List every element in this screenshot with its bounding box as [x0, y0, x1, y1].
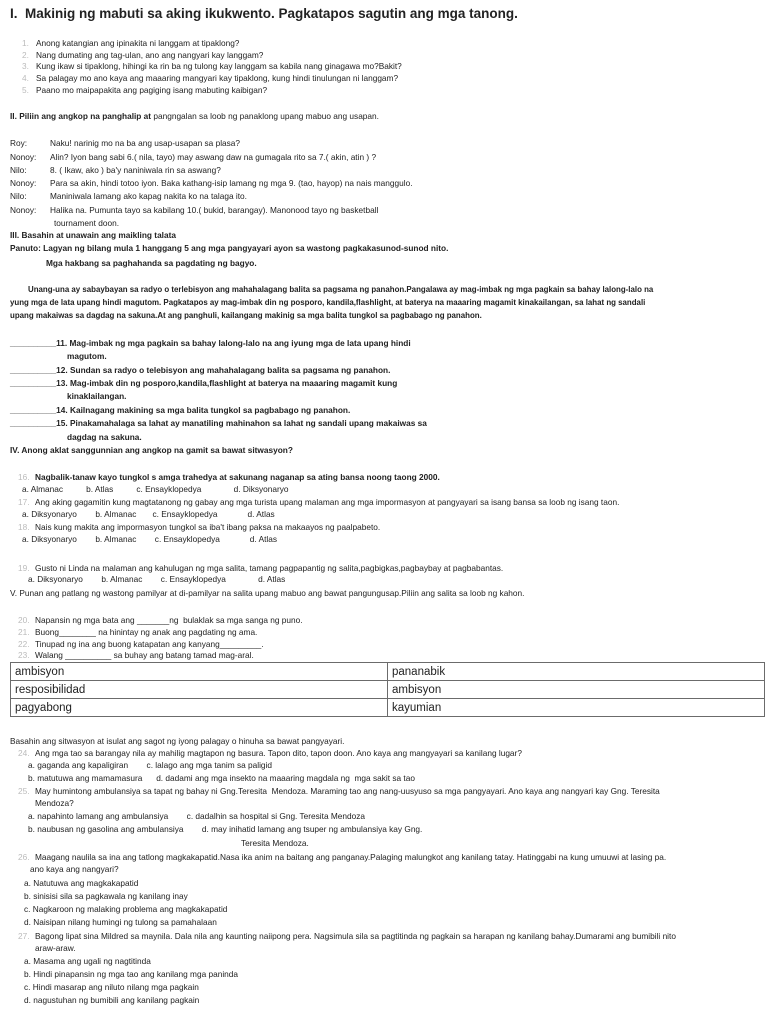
- question-number: 25.: [18, 786, 30, 796]
- section-3-panuto: Panuto: Lagyan ng bilang mula 1 hanggang 5 ang mga pangyayari ayon sa wastong pagkakasunod-sunod nito.: [10, 243, 449, 253]
- word-box-cell: ambisyon: [11, 663, 388, 681]
- question-text: Bagong lipat sina Mildred sa maynila. Dala nila ang kaunting naiipong pera. Nagsimula sila sa pagtitinda ng pagkain sa harapan ng kanilang bahay.Dumarami ang bumibili nito: [35, 931, 676, 941]
- speaker: Roy:: [10, 138, 28, 148]
- question-19: [18, 563, 503, 573]
- choices-24: b. matutuwa ang mamamasura d. dadami ang mga insekto na maaaring magdala ng mga sakit sa tao: [28, 773, 415, 783]
- dialogue-text: 8. ( Ikaw, ako ) ba'y naniniwala rin sa aswang?: [50, 165, 221, 175]
- question-number: 27.: [18, 931, 30, 941]
- sequence-item-12: __________12. Sundan sa radyo o telebisyon ang mahahalagang balita sa pagsama ng panahon.: [10, 365, 391, 375]
- question-21: [18, 627, 257, 637]
- question-number: 20.: [18, 615, 30, 625]
- section-6-instruction: Basahin ang sitwasyon at isulat ang sagot ng iyong palagay o hinuha sa bawat pangyayari.: [10, 736, 345, 746]
- sequence-item-11: __________11. Mag-imbak ng mga pagkain sa bahay lalong-lalo na ang iyung mga de lata upang hindi: [10, 338, 411, 348]
- question-text: Ang mga tao sa barangay nila ay mahilig magtapon ng basura. Tapon dito, tapon doon. Ano kaya ang mangyayari sa kanilang lugar?: [35, 748, 522, 758]
- question-text: Maagang naulila sa ina ang tatlong magkakapatid.Nasa ika anim na baitang ang panganay.Palaging malungkot ang kanilang tatay. Hatinggabi na kung umuuwi at lasing pa.: [35, 852, 667, 862]
- question-text: Tinupad ng ina ang buong katapatan ang kanyang_________.: [35, 639, 264, 649]
- question-number: 24.: [18, 748, 30, 758]
- question-number: 3.: [22, 61, 29, 71]
- choice: d. nagustuhan ng bumibili ang kanilang pagkain: [24, 995, 200, 1005]
- choices-24: a. gaganda ang kapaligiran c. lalago ang mga tanim sa paligid: [28, 760, 272, 770]
- speaker: Nonoy:: [10, 205, 37, 215]
- dialogue-text: Naku! narinig mo na ba ang usap-usapan sa plasa?: [50, 138, 241, 148]
- question-20: [18, 615, 303, 625]
- section-3-subtitle: Mga hakbang sa paghahanda sa pagdating ng bagyo.: [46, 258, 257, 268]
- question-text: Walang __________ sa buhay ang batang tamad mag-aral.: [35, 650, 254, 660]
- question-number: 17.: [18, 497, 30, 507]
- choice: b. sinisisi sila sa pagkawala ng kanilang inay: [24, 891, 188, 901]
- question-27-cont: araw-araw.: [35, 943, 76, 953]
- section-1-title: I. Makinig ng mabuti sa aking ikukwento. Pagkatapos sagutin ang mga tanong.: [10, 6, 518, 21]
- section-5-title: V. Punan ang patlang ng wastong pamilyar at di-pamilyar na salita upang mabuo ang bawat pangungusap.Piliin ang salita sa loob ng kahon.: [10, 588, 525, 598]
- word-box-row: [11, 663, 765, 681]
- dialogue-line: [10, 191, 247, 201]
- choices-25: a. napahinto lamang ang ambulansiya c. dadalhin sa hospital si Gng. Teresita Mendoza: [28, 811, 365, 821]
- choices-25: b. naubusan ng gasolina ang ambulansiya d. may inihatid lamang ang tsuper ng ambulansiya kay Gng.: [28, 824, 423, 834]
- question-text: May humintong ambulansiya sa tapat ng bahay ni Gng.Teresita Mendoza. Maraming tao ang nang-uusyuso sa mga pangyayari. Ano kaya ang nangyari kay Gng. Teresita: [35, 786, 660, 796]
- sequence-item-15-cont: dagdag na sakuna.: [67, 432, 142, 442]
- question-number: 2.: [22, 50, 29, 60]
- question-text: Anong katangian ang ipinakita ni langgam at tipaklong?: [36, 38, 240, 48]
- paragraph-line: Unang-una ay sabaybayan sa radyo o terlebisyon ang mahahalagang balita sa pagsama ng panahon.Pangalawa ay mag-imbak ng mga pagkain sa bahay lalong-lalo na: [28, 285, 654, 294]
- question-27: [18, 931, 676, 941]
- dialogue-line: [10, 138, 240, 148]
- dialogue-line: [54, 218, 119, 228]
- dialogue-text: Maniniwala lamang ako kapag nakita ko na talaga ito.: [50, 191, 247, 201]
- word-box: [10, 662, 765, 717]
- section-2-instruction: [10, 111, 379, 121]
- question-text: Sa palagay mo ano kaya ang maaaring mangyari kay tipaklong, kung hindi tinulungan ni langgam?: [36, 73, 399, 83]
- choices-25-cont: Teresita Mendoza.: [241, 838, 309, 848]
- sequence-item-15: __________15. Pinakamahalaga sa lahat ay manatiling mahinahon sa lahat ng sandali upang makaiwas sa: [10, 418, 427, 428]
- word-box-cell: ambisyon: [388, 681, 765, 699]
- paragraph-line: upang makaiwas sa dagdag na sakuna.At ang panghuli, kailangang makinig sa mga balita tungkol sa pagbabago ng panahon.: [10, 311, 482, 320]
- dialogue-line: [10, 178, 413, 188]
- question-5: [22, 85, 267, 95]
- choices-16: a. Almanac b. Atlas c. Ensayklopedya d. Diksyonaryo: [22, 484, 289, 494]
- section-3-title: III. Basahin at unawain ang maikling talata: [10, 230, 176, 240]
- choices-18: a. Diksyonaryo b. Almanac c. Ensayklopedya d. Atlas: [22, 534, 278, 544]
- dialogue-line: [10, 152, 376, 162]
- word-box-cell: kayumian: [388, 699, 765, 717]
- question-4: [22, 73, 398, 83]
- cropped-heading-fragment: [10, 1018, 430, 1024]
- section-2-instruction-rest: pangngalan sa loob ng panaklong upang mabuo ang usapan.: [151, 111, 379, 121]
- speaker: Nilo:: [10, 165, 27, 175]
- question-18: [18, 522, 380, 532]
- question-text: Paano mo maipapakita ang pagiging isang mabuting kaibigan?: [36, 85, 268, 95]
- question-17: [18, 497, 619, 507]
- choice: a. Masama ang ugali ng nagtitinda: [24, 956, 151, 966]
- choice: a. Natutuwa ang magkakapatid: [24, 878, 139, 888]
- question-text: Nais kung makita ang impormasyon tungkol sa iba't ibang paksa na makaayos ng paalpabeto.: [35, 522, 381, 532]
- choices-19: a. Diksyonaryo b. Almanac c. Ensayklopedya d. Atlas: [28, 574, 286, 584]
- question-text: Napansin ng mga bata ang _______ng bulaklak sa mga sanga ng puno.: [35, 615, 303, 625]
- question-16: [18, 472, 440, 482]
- question-26-cont: ano kaya ang nangyari?: [30, 864, 119, 874]
- dialogue-text: Para sa akin, hindi totoo iyon. Baka kathang-isip lamang ng mga 9. (tao, hayop) na nais manggulo.: [50, 178, 413, 188]
- dialogue-text: tournament doon.: [54, 218, 120, 228]
- question-text: Buong________ na hinintay ng anak ang pagdating ng ama.: [35, 627, 258, 637]
- question-number: 22.: [18, 639, 30, 649]
- choice: b. Hindi pinapansin ng mga tao ang kanilang mga paninda: [24, 969, 239, 979]
- word-box-row: [11, 699, 765, 717]
- question-3: [22, 61, 402, 71]
- question-number: 18.: [18, 522, 30, 532]
- question-number: 21.: [18, 627, 30, 637]
- question-text: Nang dumating ang tag-ulan, ano ang nangyari kay langgam?: [36, 50, 264, 60]
- dialogue-line: [10, 205, 378, 215]
- sequence-item-13-cont: kinaklailangan.: [67, 391, 127, 401]
- choices-17: a. Diksyonaryo b. Almanac c. Ensayklopedya d. Atlas: [22, 509, 275, 519]
- question-24: [18, 748, 522, 758]
- question-1: [22, 38, 239, 48]
- speaker: Nilo:: [10, 191, 27, 201]
- question-26: [18, 852, 666, 862]
- question-number: 5.: [22, 85, 29, 95]
- speaker: Nonoy:: [10, 152, 37, 162]
- question-number: 19.: [18, 563, 30, 573]
- speaker: Nonoy:: [10, 178, 37, 188]
- question-number: 1.: [22, 38, 29, 48]
- word-box-cell: pagyabong: [11, 699, 388, 717]
- question-number: 26.: [18, 852, 30, 862]
- choice: d. Naisipan nilang humingi ng tulong sa pamahalaan: [24, 917, 217, 927]
- dialogue-line: [10, 165, 221, 175]
- section-2-title: II. Piliin ang angkop na panghalip at: [10, 111, 152, 121]
- dialogue-text: Alin? Iyon bang sabi 6.( nila, tayo) may aswang daw na gumagala rito sa 7.( akin, atin ) ?: [50, 152, 377, 162]
- question-2: [22, 50, 263, 60]
- sequence-item-13: __________13. Mag-imbak din ng posporo,kandila,flashlight at baterya na maaaring magamit kung: [10, 378, 398, 388]
- choice: c. Hindi masarap ang niluto nilang mga pagkain: [24, 982, 199, 992]
- choice: c. Nagkaroon ng malaking problema ang magkakapatid: [24, 904, 228, 914]
- word-box-cell: resposibilidad: [11, 681, 388, 699]
- question-text: Gusto ni Linda na malaman ang kahulugan ng mga salita, tamang pagpapantig ng salita,pagbigkas,pagbaybay at pagbabantas.: [35, 563, 504, 573]
- dialogue-text: Halika na. Pumunta tayo sa kabilang 10.( bukid, barangay). Manonood tayo ng basketball: [50, 205, 379, 215]
- sequence-item-14: __________14. Kailnagang makining sa mga balita tungkol sa pagbabago ng panahon.: [10, 405, 351, 415]
- question-text: Kung ikaw si tipaklong, hihingi ka rin ba ng tulong kay langgam sa kabila nang ginagawa mo?Bakit?: [36, 61, 402, 71]
- question-25-cont: Mendoza?: [35, 798, 74, 808]
- question-text: Nagbalik-tanaw kayo tungkol s amga trahedya at sakunang naganap sa ating bansa noong taong 2000.: [35, 472, 440, 482]
- question-number: 16.: [18, 472, 30, 482]
- question-number: 4.: [22, 73, 29, 83]
- question-23: [18, 650, 254, 660]
- word-box-row: [11, 681, 765, 699]
- question-25: [18, 786, 660, 796]
- question-text: Ang aking gagamitin kung magtatanong ng gabay ang mga turista upang malaman ang mga impormasyon at pangyayari sa isang bansa sa loob ng isang taon.: [35, 497, 620, 507]
- question-22: [18, 639, 264, 649]
- sequence-item-11-cont: magutom.: [67, 351, 107, 361]
- word-box-cell: pananabik: [388, 663, 765, 681]
- paragraph-line: yung mga de lata upang hindi magutom. Pagkatapos ay mag-imbak din ng posporo, kandila,flashlight, at baterya na maaaring magamit kinakailangan, sa lahat ng sandali: [10, 298, 646, 307]
- section-4-title: IV. Anong aklat sanggunnian ang angkop na gamit sa bawat sitwasyon?: [10, 445, 293, 455]
- question-number: 23.: [18, 650, 30, 660]
